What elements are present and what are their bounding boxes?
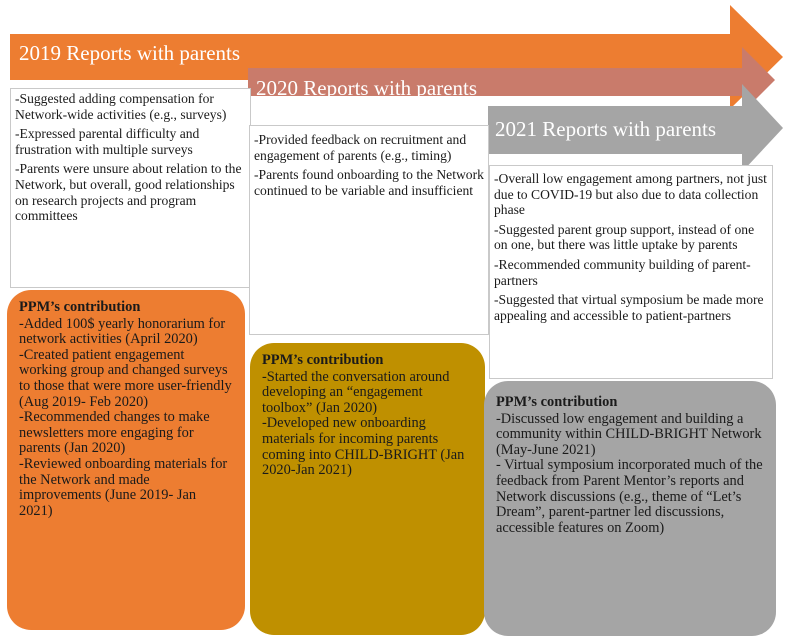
report-item: -Provided feedback on recruitment and engagement of parents (e.g., timing) (254, 132, 467, 163)
ppm-heading: PPM’s contribution (262, 352, 384, 368)
report-item: -Expressed parental difficulty and frustration with multiple surveys (15, 126, 200, 157)
ppm-contribution-2021 (484, 381, 776, 636)
ppm-item: -Developed new onboarding materials for incoming parents coming into CHILD-BRIGHT (Jan 2020-Jan 2021) (262, 415, 465, 479)
ppm-item: -Recommended changes to make newsletters more engaging for parents (Jan 2020) (19, 409, 210, 457)
title-2020: 2020 Reports with parents (256, 76, 478, 100)
ppm-heading: PPM’s contribution (19, 299, 141, 315)
title-2021: 2021 Reports with parents (495, 117, 717, 141)
ppm-contribution-2019 (7, 290, 245, 630)
ppm-heading: PPM’s contribution (496, 394, 618, 410)
report-item: -Parents were unsure about relation to the Network, but overall, good relationships on research projects and program committees (15, 161, 242, 224)
ppm-item: - Virtual symposium incorporated much of the feedback from Parent Mentor’s reports and Network discussions (e.g., theme of “Let’s Dream”, parent-partner led discussions, accessible features on Zoom) (496, 457, 763, 536)
ppm-item: -Discussed low engagement and building a community within CHILD-BRIGHT Network (May-June 2021) (496, 410, 762, 458)
report-item: -Suggested parent group support, instead of one on one, but there was little uptake by parents (494, 221, 755, 253)
report-item: -Suggested adding compensation for Network-wide activities (e.g., surveys) (15, 91, 227, 122)
report-item: -Recommended community building of parent-partners (494, 256, 751, 288)
ppm-contribution-2020 (250, 343, 485, 635)
ppm-item: -Added 100$ yearly honorarium for network activities (April 2020) (19, 315, 226, 348)
title-2019: 2019 Reports with parents (19, 41, 241, 65)
report-item: -Suggested that virtual symposium be made more appealing and accessible to patient-partners (494, 292, 764, 323)
reports-2019-box (10, 88, 251, 288)
ppm-item: -Created patient engagement working group and changed surveys to those that were more user-friendly (Aug 2019- Feb 2020) (19, 346, 232, 410)
reports-2021-box (489, 165, 773, 379)
reports-2020-box (249, 125, 489, 335)
ppm-item: -Started the conversation around developing an “engagement toolbox” (Jan 2020) (262, 368, 450, 416)
report-item: -Parents found onboarding to the Network continued to be variable and insufficient (254, 167, 484, 198)
ppm-item: -Reviewed onboarding materials for the Network and made improvements (June 2019- Jan 2021) (19, 455, 228, 519)
report-item: -Overall low engagement among partners, not just due to COVID-19 but also due to data collection phase (494, 171, 767, 218)
